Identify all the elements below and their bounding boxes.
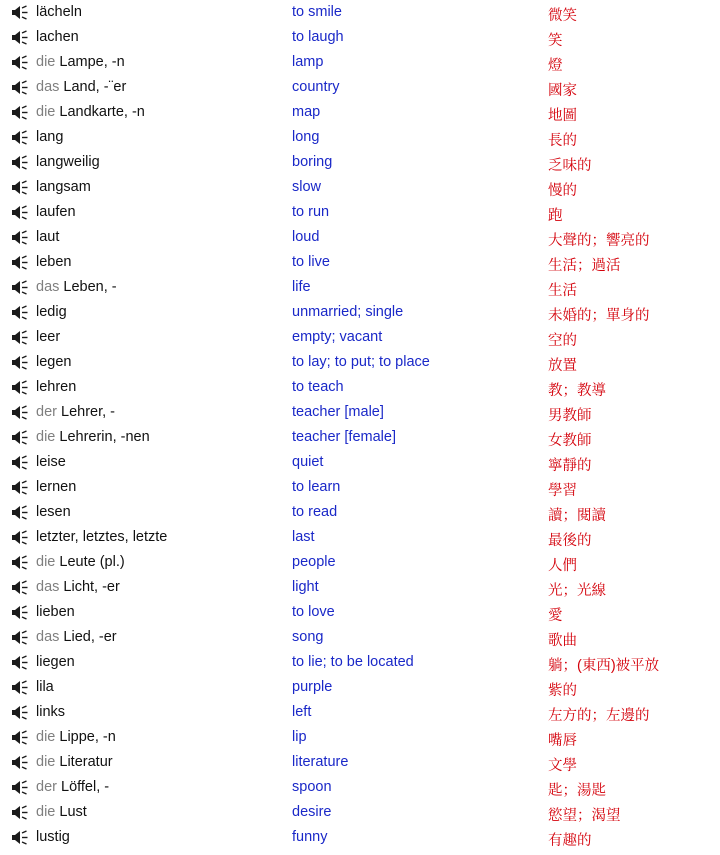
- chinese-translation: 慢的: [548, 183, 577, 199]
- speaker-icon[interactable]: [11, 255, 29, 270]
- german-term: [36, 754, 113, 770]
- speaker-icon[interactable]: [11, 730, 29, 745]
- chinese-translation: 微笑: [548, 8, 577, 24]
- german-term: [36, 154, 100, 170]
- english-translation[interactable]: to teach: [292, 379, 344, 395]
- german-term: [36, 779, 109, 795]
- german-word: lustig: [36, 829, 70, 845]
- german-term: [36, 604, 75, 620]
- vocab-row: [0, 800, 720, 825]
- chinese-translation: 笑: [548, 33, 563, 49]
- vocab-row: [0, 425, 720, 450]
- chinese-translation: 光；光線: [548, 583, 606, 599]
- chinese-translation: 讀；閱讀: [548, 508, 606, 524]
- english-translation[interactable]: life: [292, 279, 311, 295]
- speaker-icon[interactable]: [11, 680, 29, 695]
- chinese-translation: 文學: [548, 758, 577, 774]
- english-translation[interactable]: to lay; to put; to place: [292, 354, 430, 370]
- german-term: [36, 329, 60, 345]
- vocab-row: [0, 450, 720, 475]
- speaker-icon[interactable]: [11, 555, 29, 570]
- german-term: [36, 129, 63, 145]
- chinese-translation: 人們: [548, 558, 577, 574]
- chinese-translation: 空的: [548, 333, 577, 349]
- article: das: [36, 279, 64, 295]
- german-word: lesen: [36, 504, 71, 520]
- german-term: [36, 529, 167, 545]
- german-word: Licht, -er: [63, 579, 120, 595]
- german-word: laut: [36, 229, 60, 245]
- article: die: [36, 104, 60, 120]
- speaker-icon[interactable]: [11, 655, 29, 670]
- german-term: [36, 479, 76, 495]
- chinese-translation: 國家: [548, 83, 577, 99]
- german-term: [36, 804, 87, 820]
- german-term: [36, 229, 59, 245]
- german-term: [36, 354, 71, 370]
- chinese-translation: 女教師: [548, 433, 592, 449]
- german-term: [36, 304, 67, 320]
- english-translation[interactable]: unmarried; single: [292, 304, 404, 320]
- speaker-icon[interactable]: [11, 355, 29, 370]
- article: die: [36, 54, 60, 70]
- english-translation[interactable]: to live: [292, 254, 330, 270]
- vocab-row: [0, 775, 720, 800]
- article: die: [36, 804, 60, 820]
- chinese-translation: 乏味的: [548, 158, 592, 174]
- german-term: [36, 704, 65, 720]
- article: der: [36, 779, 61, 795]
- english-translation[interactable]: map: [292, 104, 321, 120]
- speaker-icon[interactable]: [11, 530, 29, 545]
- english-translation[interactable]: spoon: [292, 779, 332, 795]
- vocab-row: [0, 650, 720, 675]
- speaker-icon[interactable]: [11, 830, 29, 845]
- german-word: lieben: [36, 604, 75, 620]
- german-term: [36, 654, 75, 670]
- english-translation[interactable]: to run: [292, 204, 330, 220]
- german-word: lehren: [36, 379, 77, 395]
- vocab-row: [0, 250, 720, 275]
- german-term: [36, 579, 120, 595]
- german-term: [36, 204, 76, 220]
- german-word: laufen: [36, 204, 76, 220]
- chinese-translation: 愛: [548, 608, 563, 624]
- vocab-row: [0, 625, 720, 650]
- german-word: Lehrer, -: [61, 404, 115, 420]
- speaker-icon[interactable]: [11, 480, 29, 495]
- chinese-translation: 跑: [548, 208, 563, 224]
- vocab-row: [0, 600, 720, 625]
- chinese-translation: 最後的: [548, 533, 592, 549]
- speaker-icon[interactable]: [11, 405, 29, 420]
- vocab-row: [0, 125, 720, 150]
- german-word: Literatur: [59, 754, 113, 770]
- speaker-icon[interactable]: [11, 130, 29, 145]
- vocab-row: [0, 0, 720, 25]
- vocab-row: [0, 825, 720, 850]
- chinese-translation: 大聲的；響亮的: [548, 233, 650, 249]
- german-term: [36, 404, 115, 420]
- vocab-row: [0, 725, 720, 750]
- english-translation[interactable]: to smile: [292, 4, 342, 20]
- german-term: [36, 554, 125, 570]
- english-translation[interactable]: slow: [292, 179, 322, 195]
- vocab-row: [0, 700, 720, 725]
- speaker-icon[interactable]: [11, 605, 29, 620]
- chinese-translation: 地圖: [548, 108, 577, 124]
- vocab-row: [0, 750, 720, 775]
- chinese-translation: 左方的；左邊的: [548, 708, 650, 724]
- vocab-row: [0, 75, 720, 100]
- english-translation[interactable]: to laugh: [292, 29, 344, 45]
- german-term: [36, 429, 150, 445]
- article: das: [36, 79, 64, 95]
- german-word: lernen: [36, 479, 77, 495]
- english-translation[interactable]: teacher [female]: [292, 429, 396, 445]
- vocab-row: [0, 675, 720, 700]
- vocab-row: [0, 325, 720, 350]
- german-word: lila: [36, 679, 54, 695]
- german-term: [36, 79, 126, 95]
- speaker-icon[interactable]: [11, 105, 29, 120]
- chinese-translation: 未婚的；單身的: [548, 308, 650, 324]
- german-term: [36, 679, 54, 695]
- chinese-translation: 長的: [548, 133, 577, 149]
- german-word: links: [36, 704, 66, 720]
- chinese-translation: 慾望；渴望: [548, 808, 621, 824]
- german-word: Leben, -: [63, 279, 117, 295]
- english-translation[interactable]: empty; vacant: [292, 329, 383, 345]
- speaker-icon[interactable]: [11, 305, 29, 320]
- german-word: Lust: [59, 804, 87, 820]
- speaker-icon[interactable]: [11, 5, 29, 20]
- german-word: Landkarte, -n: [59, 104, 145, 120]
- speaker-icon[interactable]: [11, 505, 29, 520]
- speaker-icon[interactable]: [11, 30, 29, 45]
- vocab-row: [0, 150, 720, 175]
- vocab-row: [0, 500, 720, 525]
- chinese-translation: 學習: [548, 483, 577, 499]
- vocab-row: [0, 100, 720, 125]
- chinese-translation: 教；教導: [548, 383, 606, 399]
- speaker-icon[interactable]: [11, 805, 29, 820]
- speaker-icon[interactable]: [11, 80, 29, 95]
- vocab-row: [0, 300, 720, 325]
- vocab-row: [0, 50, 720, 75]
- speaker-icon[interactable]: [11, 755, 29, 770]
- english-translation[interactable]: literature: [292, 754, 349, 770]
- chinese-translation: 嘴唇: [548, 733, 577, 749]
- speaker-icon[interactable]: [11, 55, 29, 70]
- german-word: Leute (pl.): [59, 554, 125, 570]
- german-term: [36, 179, 91, 195]
- german-word: langsam: [36, 179, 91, 195]
- speaker-icon[interactable]: [11, 780, 29, 795]
- german-term: [36, 629, 117, 645]
- german-term: [36, 504, 71, 520]
- article: die: [36, 554, 60, 570]
- chinese-translation: 男教師: [548, 408, 592, 424]
- german-term: [36, 104, 145, 120]
- english-translation[interactable]: to love: [292, 604, 335, 620]
- chinese-translation: 有趣的: [548, 833, 592, 849]
- german-word: langweilig: [36, 154, 100, 170]
- german-term: [36, 4, 82, 20]
- german-term: [36, 454, 66, 470]
- chinese-translation: 匙；湯匙: [548, 783, 606, 799]
- german-word: legen: [36, 354, 72, 370]
- german-word: leben: [36, 254, 72, 270]
- speaker-icon[interactable]: [11, 430, 29, 445]
- vocab-row: [0, 275, 720, 300]
- article: die: [36, 429, 60, 445]
- vocab-row: [0, 575, 720, 600]
- speaker-icon[interactable]: [11, 330, 29, 345]
- article: die: [36, 754, 60, 770]
- english-translation[interactable]: people: [292, 554, 336, 570]
- speaker-icon[interactable]: [11, 455, 29, 470]
- english-translation[interactable]: boring: [292, 154, 333, 170]
- chinese-translation: 放置: [548, 358, 577, 374]
- english-translation[interactable]: purple: [292, 679, 333, 695]
- chinese-translation: 歌曲: [548, 633, 577, 649]
- german-term: [36, 279, 117, 295]
- article: der: [36, 404, 61, 420]
- speaker-icon[interactable]: [11, 280, 29, 295]
- vocab-row: [0, 375, 720, 400]
- vocab-row: [0, 200, 720, 225]
- english-translation[interactable]: lamp: [292, 54, 324, 70]
- chinese-translation: 生活: [548, 283, 577, 299]
- vocab-row: [0, 550, 720, 575]
- english-translation[interactable]: long: [292, 129, 320, 145]
- chinese-translation: 躺；(東西)被平放: [548, 658, 660, 674]
- english-translation[interactable]: light: [292, 579, 319, 595]
- german-term: [36, 379, 76, 395]
- article: die: [36, 729, 60, 745]
- english-translation[interactable]: teacher [male]: [292, 404, 384, 420]
- english-translation[interactable]: to lie; to be located: [292, 654, 414, 670]
- german-word: Lehrerin, -nen: [59, 429, 150, 445]
- german-word: letzter, letztes, letzte: [36, 529, 168, 545]
- vocab-row: [0, 350, 720, 375]
- vocab-row: [0, 475, 720, 500]
- speaker-icon[interactable]: [11, 180, 29, 195]
- german-word: liegen: [36, 654, 75, 670]
- german-word: Löffel, -: [61, 779, 110, 795]
- chinese-translation: 紫的: [548, 683, 577, 699]
- german-word: leer: [36, 329, 61, 345]
- german-word: lächeln: [36, 4, 82, 20]
- english-translation[interactable]: to read: [292, 504, 338, 520]
- vocab-row: [0, 175, 720, 200]
- chinese-translation: 燈: [548, 58, 563, 74]
- english-translation[interactable]: left: [292, 704, 312, 720]
- speaker-icon[interactable]: [11, 705, 29, 720]
- speaker-icon[interactable]: [11, 155, 29, 170]
- english-translation[interactable]: lip: [292, 729, 307, 745]
- speaker-icon[interactable]: [11, 580, 29, 595]
- speaker-icon[interactable]: [11, 205, 29, 220]
- german-word: Land, -¨er: [63, 79, 127, 95]
- german-term: [36, 254, 71, 270]
- german-term: [36, 729, 116, 745]
- english-translation[interactable]: quiet: [292, 454, 324, 470]
- german-word: Lampe, -n: [59, 54, 125, 70]
- chinese-translation: 寧靜的: [548, 458, 592, 474]
- german-word: ledig: [36, 304, 67, 320]
- english-translation[interactable]: to learn: [292, 479, 341, 495]
- english-translation[interactable]: song: [292, 629, 324, 645]
- vocab-row: [0, 25, 720, 50]
- english-translation[interactable]: loud: [292, 229, 320, 245]
- german-term: [36, 829, 70, 845]
- german-word: lachen: [36, 29, 79, 45]
- vocab-row: [0, 525, 720, 550]
- speaker-icon[interactable]: [11, 380, 29, 395]
- speaker-icon[interactable]: [11, 230, 29, 245]
- german-word: lang: [36, 129, 64, 145]
- article: das: [36, 629, 64, 645]
- german-term: [36, 54, 125, 70]
- article: das: [36, 579, 64, 595]
- english-translation[interactable]: desire: [292, 804, 332, 820]
- english-translation[interactable]: last: [292, 529, 315, 545]
- vocab-row: [0, 225, 720, 250]
- german-word: Lied, -er: [63, 629, 117, 645]
- german-word: leise: [36, 454, 66, 470]
- english-translation[interactable]: country: [292, 79, 340, 95]
- speaker-icon[interactable]: [11, 630, 29, 645]
- english-translation[interactable]: funny: [292, 829, 328, 845]
- german-term: [36, 29, 79, 45]
- vocab-row: [0, 400, 720, 425]
- german-word: Lippe, -n: [59, 729, 116, 745]
- chinese-translation: 生活；過活: [548, 258, 621, 274]
